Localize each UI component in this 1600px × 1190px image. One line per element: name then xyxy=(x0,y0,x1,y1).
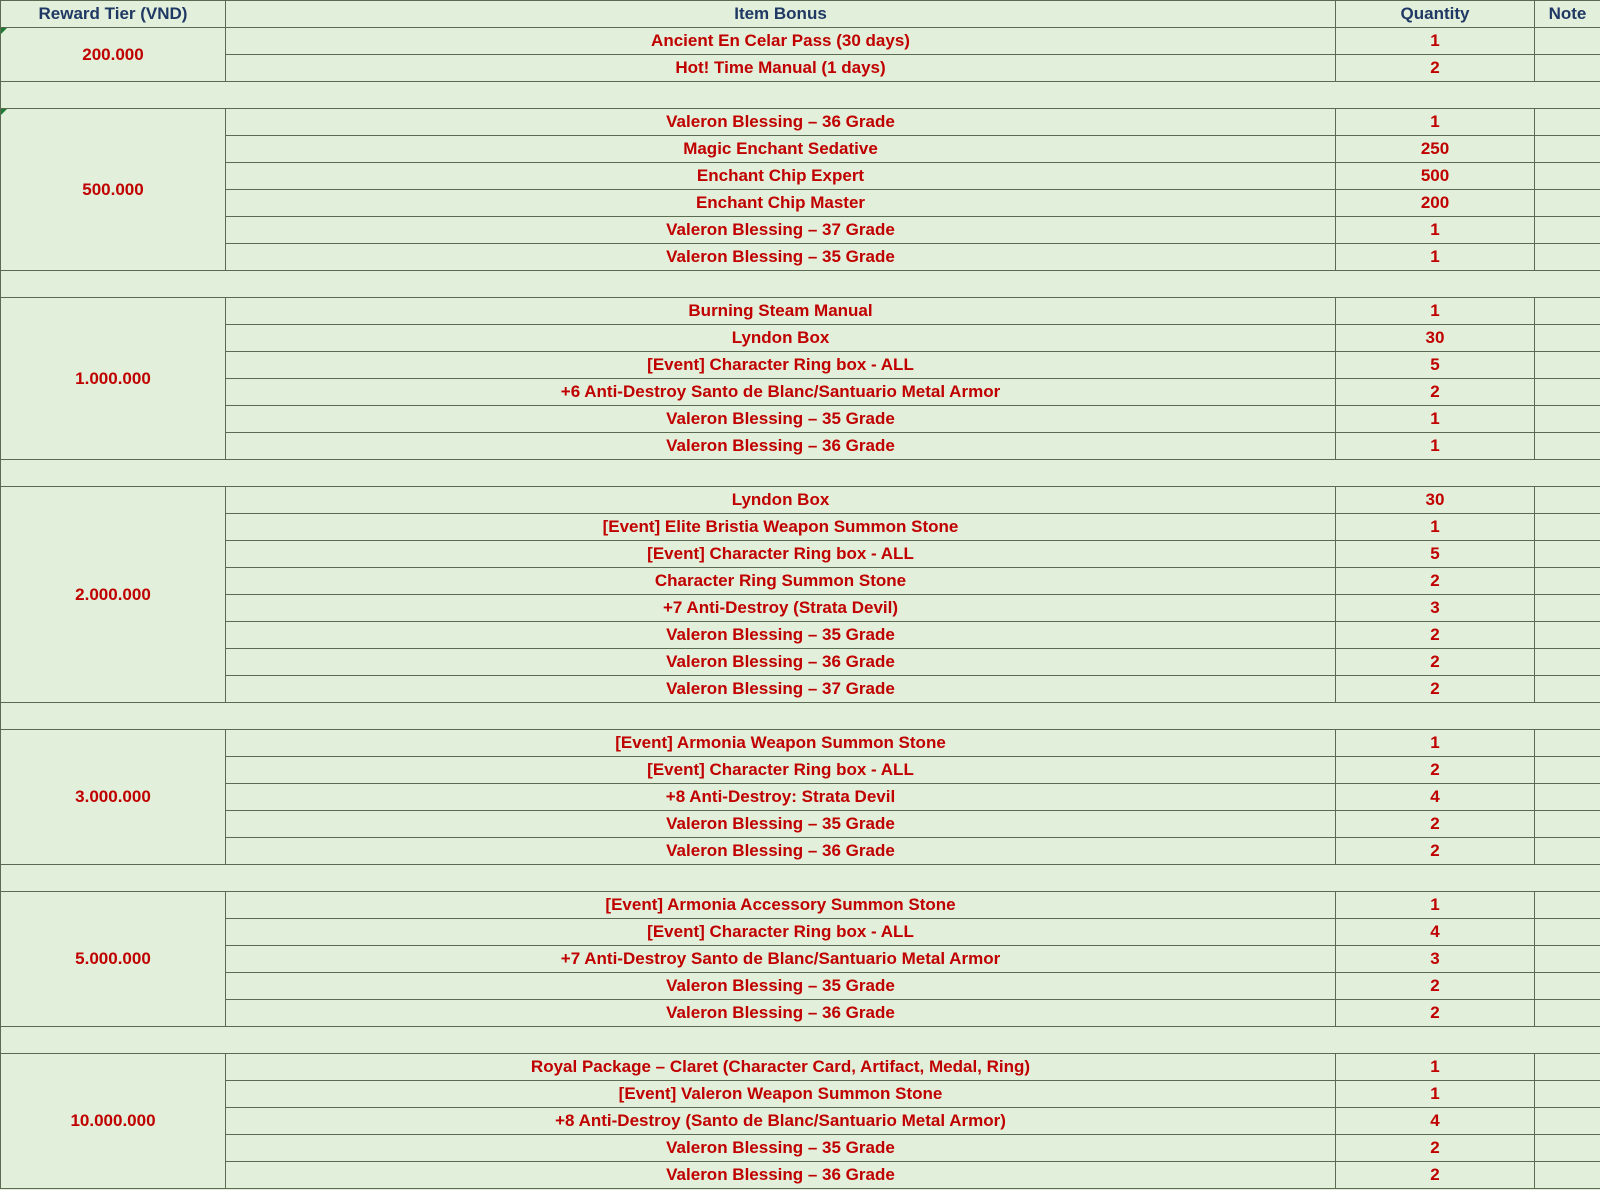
reward-tier-cell[interactable] xyxy=(1,298,226,460)
table-row xyxy=(1,487,1600,514)
note-cell[interactable] xyxy=(1535,1000,1600,1027)
reward-tier-amount: 3.000.000 xyxy=(75,787,151,806)
note-cell[interactable] xyxy=(1535,757,1600,784)
table-row xyxy=(1,163,1600,190)
item-bonus-cell[interactable]: Valeron Blessing – 36 Grade xyxy=(226,1000,1336,1027)
table-row xyxy=(1,919,1600,946)
table-row xyxy=(1,1081,1600,1108)
item-bonus-cell[interactable]: Burning Steam Manual xyxy=(226,298,1336,325)
quantity-cell[interactable]: 4 xyxy=(1336,784,1535,811)
header-note[interactable]: Note xyxy=(1535,1,1600,28)
item-bonus-cell[interactable]: Valeron Blessing – 35 Grade xyxy=(226,973,1336,1000)
reward-tier-cell[interactable] xyxy=(1,487,226,703)
item-bonus-cell[interactable]: Character Ring Summon Stone xyxy=(226,568,1336,595)
quantity-cell[interactable]: 1 xyxy=(1336,28,1535,55)
item-bonus-cell[interactable]: Magic Enchant Sedative xyxy=(226,136,1336,163)
note-cell[interactable] xyxy=(1535,811,1600,838)
quantity-cell[interactable]: 30 xyxy=(1336,487,1535,514)
quantity-cell[interactable]: 1 xyxy=(1336,109,1535,136)
item-bonus-cell[interactable]: Enchant Chip Expert xyxy=(226,163,1336,190)
quantity-cell[interactable]: 5 xyxy=(1336,352,1535,379)
quantity-cell[interactable]: 1 xyxy=(1336,298,1535,325)
spacer-row xyxy=(1,271,1600,298)
quantity-cell[interactable]: 2 xyxy=(1336,55,1535,82)
table-row xyxy=(1,1162,1600,1189)
table-row xyxy=(1,217,1600,244)
spacer-cell[interactable] xyxy=(1,271,1600,298)
quantity-cell[interactable]: 5 xyxy=(1336,541,1535,568)
reward-tier-amount: 500.000 xyxy=(82,179,144,199)
spacer-cell[interactable] xyxy=(1,1027,1600,1054)
item-bonus-cell[interactable]: Valeron Blessing – 35 Grade xyxy=(226,244,1336,271)
item-bonus-cell[interactable]: Valeron Blessing – 36 Grade xyxy=(226,1162,1336,1189)
table-row xyxy=(1,541,1600,568)
item-bonus-cell[interactable]: Lyndon Box xyxy=(226,487,1336,514)
table-row xyxy=(1,568,1600,595)
note-cell[interactable] xyxy=(1535,433,1600,460)
item-bonus-cell[interactable]: +8 Anti-Destroy: Strata Devil xyxy=(226,784,1336,811)
item-bonus-cell[interactable]: Valeron Blessing – 35 Grade xyxy=(226,406,1336,433)
quantity-cell[interactable]: 1 xyxy=(1336,217,1535,244)
reward-tier-cell[interactable] xyxy=(1,730,226,865)
table-row xyxy=(1,244,1600,271)
quantity-cell[interactable]: 1 xyxy=(1336,244,1535,271)
table-row xyxy=(1,676,1600,703)
quantity-cell[interactable]: 2 xyxy=(1336,649,1535,676)
note-cell[interactable] xyxy=(1535,244,1600,271)
cell-marker-icon xyxy=(1,109,7,115)
item-bonus-cell[interactable]: [Event] Character Ring box - ALL xyxy=(226,352,1336,379)
table-row xyxy=(1,730,1600,757)
spacer-row xyxy=(1,460,1600,487)
table-row xyxy=(1,622,1600,649)
quantity-cell[interactable]: 1 xyxy=(1336,1054,1535,1081)
item-bonus-cell[interactable]: Valeron Blessing – 37 Grade xyxy=(226,676,1336,703)
quantity-cell[interactable]: 30 xyxy=(1336,325,1535,352)
item-bonus-cell[interactable]: [Event] Valeron Weapon Summon Stone xyxy=(226,1081,1336,1108)
note-cell[interactable] xyxy=(1535,136,1600,163)
note-cell[interactable] xyxy=(1535,1081,1600,1108)
table-row xyxy=(1,892,1600,919)
note-cell[interactable] xyxy=(1535,379,1600,406)
item-bonus-cell[interactable]: Valeron Blessing – 35 Grade xyxy=(226,811,1336,838)
spacer-cell[interactable] xyxy=(1,82,1600,109)
item-bonus-cell[interactable]: +7 Anti-Destroy Santo de Blanc/Santuario Metal Armor xyxy=(226,946,1336,973)
quantity-cell[interactable]: 1 xyxy=(1336,514,1535,541)
table-row xyxy=(1,433,1600,460)
note-cell[interactable] xyxy=(1535,1108,1600,1135)
reward-tier-amount: 10.000.000 xyxy=(70,1111,156,1130)
table-row xyxy=(1,379,1600,406)
quantity-cell[interactable]: 2 xyxy=(1336,1162,1535,1189)
cell-marker-icon xyxy=(1,28,7,34)
header-row xyxy=(1,1,1600,28)
note-cell[interactable] xyxy=(1535,487,1600,514)
reward-tier-amount: 2.000.000 xyxy=(75,584,151,604)
spacer-cell[interactable] xyxy=(1,703,1600,730)
note-cell[interactable] xyxy=(1535,784,1600,811)
note-cell[interactable] xyxy=(1535,1135,1600,1162)
reward-tier-amount: 1.000.000 xyxy=(75,368,151,388)
quantity-cell[interactable]: 500 xyxy=(1336,163,1535,190)
note-cell[interactable] xyxy=(1535,622,1600,649)
table-row xyxy=(1,28,1600,55)
quantity-cell[interactable]: 1 xyxy=(1336,730,1535,757)
item-bonus-cell[interactable]: Hot! Time Manual (1 days) xyxy=(226,55,1336,82)
spacer-row xyxy=(1,1027,1600,1054)
note-cell[interactable] xyxy=(1535,1162,1600,1189)
note-cell[interactable] xyxy=(1535,163,1600,190)
note-cell[interactable] xyxy=(1535,55,1600,82)
note-cell[interactable] xyxy=(1535,217,1600,244)
table-header xyxy=(1,1,1600,28)
table-row xyxy=(1,514,1600,541)
quantity-cell[interactable]: 1 xyxy=(1336,406,1535,433)
quantity-cell[interactable]: 2 xyxy=(1336,973,1535,1000)
quantity-cell[interactable]: 2 xyxy=(1336,1000,1535,1027)
quantity-cell[interactable]: 2 xyxy=(1336,811,1535,838)
quantity-cell[interactable]: 2 xyxy=(1336,379,1535,406)
item-bonus-cell[interactable]: +6 Anti-Destroy Santo de Blanc/Santuario Metal Armor xyxy=(226,379,1336,406)
table-row xyxy=(1,298,1600,325)
table-row xyxy=(1,811,1600,838)
item-bonus-cell[interactable]: [Event] Armonia Weapon Summon Stone xyxy=(226,730,1336,757)
item-bonus-cell[interactable]: Lyndon Box xyxy=(226,325,1336,352)
note-cell[interactable] xyxy=(1535,190,1600,217)
note-cell[interactable] xyxy=(1535,109,1600,136)
note-cell[interactable] xyxy=(1535,514,1600,541)
note-cell[interactable] xyxy=(1535,595,1600,622)
table-row xyxy=(1,325,1600,352)
quantity-cell[interactable]: 2 xyxy=(1336,838,1535,865)
header-item-bonus[interactable]: Item Bonus xyxy=(226,1,1336,28)
table-row xyxy=(1,757,1600,784)
note-cell[interactable] xyxy=(1535,1054,1600,1081)
note-cell[interactable] xyxy=(1535,298,1600,325)
reward-tier-cell[interactable] xyxy=(1,892,226,1027)
table-row xyxy=(1,190,1600,217)
spacer-row xyxy=(1,865,1600,892)
note-cell[interactable] xyxy=(1535,946,1600,973)
note-cell[interactable] xyxy=(1535,649,1600,676)
reward-tier-cell[interactable] xyxy=(1,109,226,271)
table-row xyxy=(1,595,1600,622)
item-bonus-cell[interactable]: Valeron Blessing – 35 Grade xyxy=(226,1135,1336,1162)
item-bonus-cell[interactable]: Royal Package – Claret (Character Card, Artifact, Medal, Ring) xyxy=(226,1054,1336,1081)
item-bonus-cell[interactable]: Enchant Chip Master xyxy=(226,190,1336,217)
header-quantity[interactable]: Quantity xyxy=(1336,1,1535,28)
quantity-cell[interactable]: 250 xyxy=(1336,136,1535,163)
quantity-cell[interactable]: 200 xyxy=(1336,190,1535,217)
quantity-cell[interactable]: 3 xyxy=(1336,595,1535,622)
reward-tier-amount: 5.000.000 xyxy=(75,949,151,968)
note-cell[interactable] xyxy=(1535,352,1600,379)
table-row xyxy=(1,838,1600,865)
table-row xyxy=(1,1054,1600,1081)
item-bonus-cell[interactable]: [Event] Armonia Accessory Summon Stone xyxy=(226,892,1336,919)
item-bonus-cell[interactable]: [Event] Character Ring box - ALL xyxy=(226,757,1336,784)
quantity-cell[interactable]: 2 xyxy=(1336,568,1535,595)
table-row xyxy=(1,973,1600,1000)
item-bonus-cell[interactable]: Valeron Blessing – 35 Grade xyxy=(226,622,1336,649)
quantity-cell[interactable]: 1 xyxy=(1336,1081,1535,1108)
reward-tier-amount: 200.000 xyxy=(82,44,144,64)
quantity-cell[interactable]: 4 xyxy=(1336,919,1535,946)
note-cell[interactable] xyxy=(1535,892,1600,919)
item-bonus-cell[interactable]: Valeron Blessing – 36 Grade xyxy=(226,433,1336,460)
spacer-row xyxy=(1,82,1600,109)
reward-tier-cell[interactable] xyxy=(1,1054,226,1189)
item-bonus-cell[interactable]: Valeron Blessing – 36 Grade xyxy=(226,838,1336,865)
item-bonus-cell[interactable]: Ancient En Celar Pass (30 days) xyxy=(226,28,1336,55)
quantity-cell[interactable]: 2 xyxy=(1336,757,1535,784)
reward-tier-cell[interactable] xyxy=(1,28,226,82)
table-row xyxy=(1,109,1600,136)
note-cell[interactable] xyxy=(1535,676,1600,703)
table-row xyxy=(1,946,1600,973)
table-row xyxy=(1,352,1600,379)
table-row xyxy=(1,784,1600,811)
item-bonus-cell[interactable]: [Event] Character Ring box - ALL xyxy=(226,541,1336,568)
quantity-cell[interactable]: 2 xyxy=(1336,676,1535,703)
item-bonus-cell[interactable]: [Event] Elite Bristia Weapon Summon Stone xyxy=(226,514,1336,541)
note-cell[interactable] xyxy=(1535,406,1600,433)
note-cell[interactable] xyxy=(1535,325,1600,352)
table-row xyxy=(1,649,1600,676)
item-bonus-cell[interactable]: +8 Anti-Destroy (Santo de Blanc/Santuario Metal Armor) xyxy=(226,1108,1336,1135)
note-cell[interactable] xyxy=(1535,919,1600,946)
quantity-cell[interactable]: 1 xyxy=(1336,433,1535,460)
quantity-cell[interactable]: 2 xyxy=(1336,1135,1535,1162)
item-bonus-cell[interactable]: Valeron Blessing – 36 Grade xyxy=(226,109,1336,136)
quantity-cell[interactable]: 1 xyxy=(1336,892,1535,919)
quantity-cell[interactable]: 4 xyxy=(1336,1108,1535,1135)
table-row xyxy=(1,136,1600,163)
table-row xyxy=(1,406,1600,433)
note-cell[interactable] xyxy=(1535,973,1600,1000)
note-cell[interactable] xyxy=(1535,730,1600,757)
spacer-row xyxy=(1,703,1600,730)
item-bonus-cell[interactable]: Valeron Blessing – 37 Grade xyxy=(226,217,1336,244)
item-bonus-cell[interactable]: [Event] Character Ring box - ALL xyxy=(226,919,1336,946)
spacer-cell[interactable] xyxy=(1,460,1600,487)
note-cell[interactable] xyxy=(1535,541,1600,568)
quantity-cell[interactable]: 2 xyxy=(1336,622,1535,649)
item-bonus-cell[interactable]: +7 Anti-Destroy (Strata Devil) xyxy=(226,595,1336,622)
table-body xyxy=(1,28,1600,1189)
spacer-cell[interactable] xyxy=(1,865,1600,892)
table-row xyxy=(1,1000,1600,1027)
item-bonus-cell[interactable]: Valeron Blessing – 36 Grade xyxy=(226,649,1336,676)
table-row xyxy=(1,1108,1600,1135)
header-reward-tier[interactable]: Reward Tier (VND) xyxy=(1,1,226,28)
table-row xyxy=(1,1135,1600,1162)
note-cell[interactable] xyxy=(1535,28,1600,55)
note-cell[interactable] xyxy=(1535,838,1600,865)
table-row xyxy=(1,55,1600,82)
note-cell[interactable] xyxy=(1535,568,1600,595)
quantity-cell[interactable]: 3 xyxy=(1336,946,1535,973)
